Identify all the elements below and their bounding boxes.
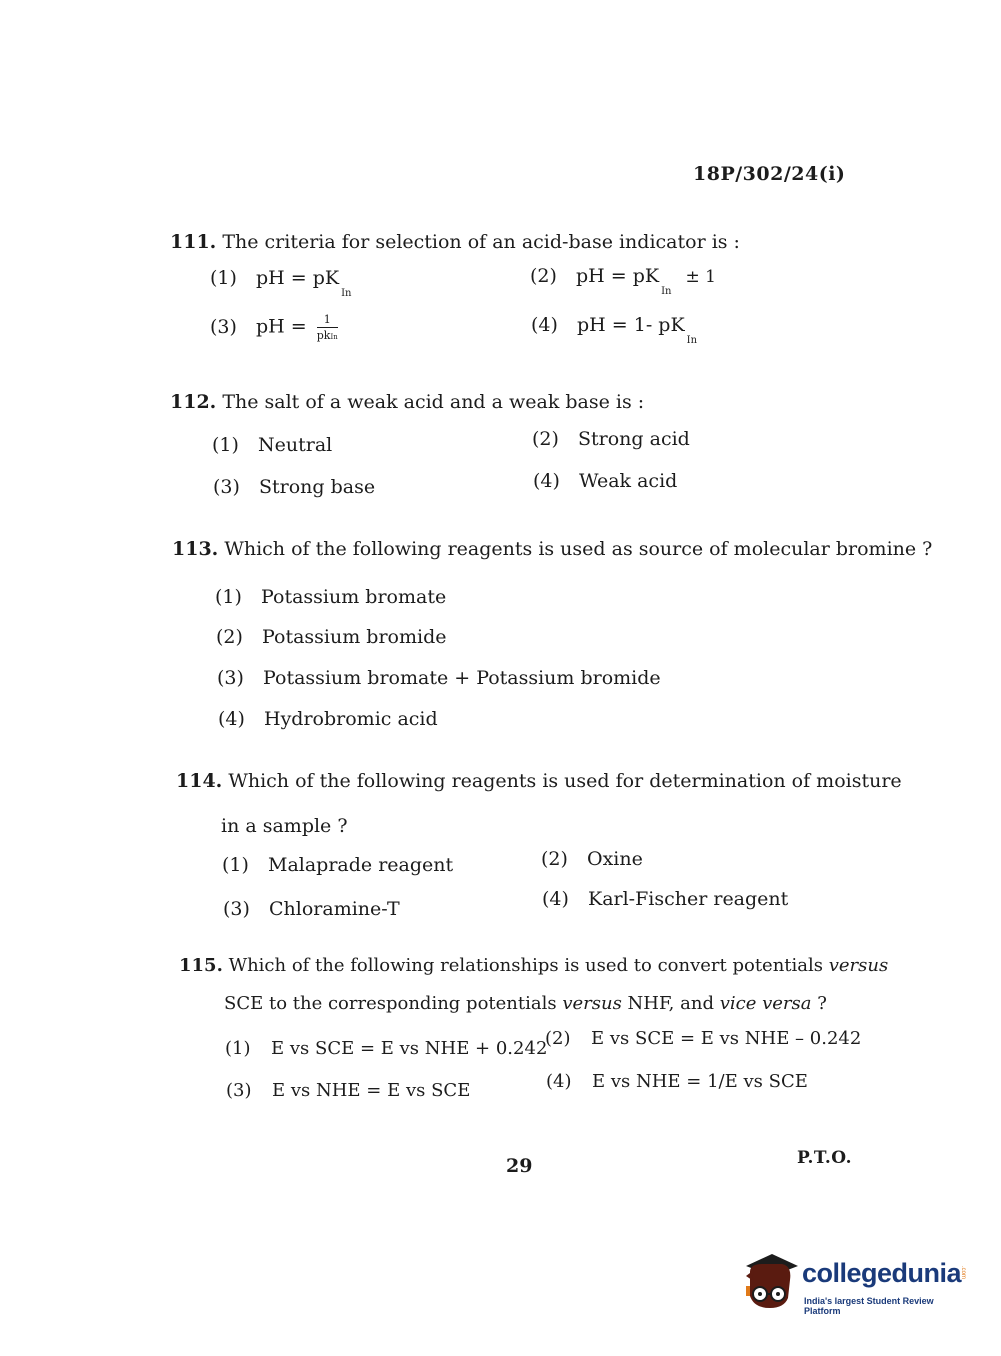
page-number: 29 bbox=[506, 1155, 533, 1177]
option-suffix: ± 1 bbox=[685, 267, 716, 287]
question-text-italic: versus bbox=[562, 993, 622, 1014]
option-number: (1) bbox=[212, 434, 239, 456]
option-number: (4) bbox=[531, 314, 558, 336]
option-text: Karl-Fischer reagent bbox=[588, 888, 789, 910]
question-text: Which of the following reagents is used for determination of moisture bbox=[228, 770, 902, 792]
option-text: Oxine bbox=[587, 848, 643, 870]
subscript: In bbox=[341, 288, 352, 299]
option-number: (3) bbox=[210, 315, 237, 338]
question-114-line2: in a sample ? bbox=[221, 815, 348, 837]
fraction-numerator: 1 bbox=[317, 313, 338, 328]
question-text: The salt of a weak acid and a weak base is : bbox=[222, 391, 645, 413]
option-text: pH = 1- pK bbox=[577, 314, 685, 336]
option-text: E vs SCE = E vs NHE + 0.242 bbox=[271, 1038, 548, 1059]
question-text: Which of the following relationships is used to convert potentials bbox=[228, 955, 829, 976]
question-112 bbox=[170, 391, 644, 413]
option-text: Weak acid bbox=[579, 470, 678, 492]
option-113-3 bbox=[217, 667, 661, 689]
option-number: (3) bbox=[213, 476, 240, 498]
option-text: pH = pK bbox=[576, 265, 660, 287]
brand-tagline: India's largest Student Review Platform bbox=[804, 1296, 934, 1316]
option-text: Strong acid bbox=[578, 428, 690, 450]
brand-suffix: .com bbox=[960, 1266, 966, 1280]
question-text: Which of the following reagents is used as source of molecular bromine ? bbox=[224, 538, 933, 560]
question-text-italic: versus bbox=[828, 955, 889, 976]
option-115-3 bbox=[226, 1080, 470, 1101]
option-number: (1) bbox=[225, 1038, 251, 1059]
option-number: (2) bbox=[530, 265, 557, 287]
question-number: 113. bbox=[172, 538, 219, 560]
option-111-2 bbox=[530, 265, 716, 297]
question-number: 112. bbox=[170, 391, 217, 413]
question-number: 111. bbox=[170, 231, 217, 253]
option-text: Malaprade reagent bbox=[268, 854, 454, 876]
collegedunia-watermark bbox=[740, 1250, 970, 1320]
option-111-3 bbox=[210, 313, 338, 342]
mascot-icon bbox=[740, 1250, 800, 1316]
paper-code: 18P/302/24(i) bbox=[693, 163, 846, 185]
option-number: (4) bbox=[533, 470, 560, 492]
pto-label: P.T.O. bbox=[797, 1148, 852, 1168]
option-113-1 bbox=[215, 586, 446, 608]
question-115-line2 bbox=[224, 993, 827, 1014]
option-number: (4) bbox=[542, 888, 569, 910]
option-text: E vs NHE = E vs SCE bbox=[272, 1080, 471, 1101]
question-111 bbox=[170, 231, 740, 253]
denominator-text: pk bbox=[316, 329, 331, 342]
question-113 bbox=[172, 538, 932, 560]
option-number: (2) bbox=[216, 626, 243, 648]
option-115-2 bbox=[545, 1028, 861, 1049]
option-text: Chloramine-T bbox=[269, 898, 400, 920]
question-number: 114. bbox=[176, 770, 223, 792]
option-number: (3) bbox=[217, 667, 244, 689]
option-111-4 bbox=[531, 314, 698, 346]
fraction bbox=[317, 313, 338, 342]
option-text: E vs SCE = E vs NHE – 0.242 bbox=[591, 1028, 862, 1049]
subscript: In bbox=[661, 286, 672, 297]
option-text: Potassium bromide bbox=[262, 626, 447, 648]
question-114 bbox=[176, 770, 902, 792]
brand-name: collegedunia bbox=[802, 1258, 962, 1288]
option-number: (4) bbox=[546, 1071, 572, 1092]
question-115 bbox=[179, 955, 888, 976]
option-113-4 bbox=[218, 708, 438, 730]
option-112-3 bbox=[213, 476, 375, 498]
option-text: Neutral bbox=[258, 434, 333, 456]
option-number: (2) bbox=[541, 848, 568, 870]
option-112-4 bbox=[533, 470, 677, 492]
option-114-3 bbox=[223, 898, 400, 920]
option-113-2 bbox=[216, 626, 446, 648]
question-text: NHF, and bbox=[621, 993, 720, 1014]
option-112-2 bbox=[532, 428, 690, 450]
option-number: (1) bbox=[215, 586, 242, 608]
denominator-subscript: In bbox=[330, 333, 338, 341]
question-text: The criteria for selection of an acid-base indicator is : bbox=[222, 231, 740, 253]
option-115-1 bbox=[225, 1038, 547, 1059]
option-number: (1) bbox=[222, 854, 249, 876]
option-text: Strong base bbox=[259, 476, 376, 498]
question-text: SCE to the corresponding potentials bbox=[224, 993, 563, 1014]
option-112-1 bbox=[212, 434, 332, 456]
option-text: E vs NHE = 1/E vs SCE bbox=[592, 1071, 808, 1092]
option-111-1 bbox=[210, 267, 352, 299]
option-number: (2) bbox=[532, 428, 559, 450]
option-text: Potassium bromate + Potassium bromide bbox=[263, 667, 661, 689]
fraction-denominator bbox=[317, 328, 338, 342]
option-114-1 bbox=[222, 854, 453, 876]
option-number: (2) bbox=[545, 1028, 571, 1049]
option-text: Potassium bromate bbox=[261, 586, 447, 608]
option-text: pH = bbox=[256, 315, 307, 338]
question-text-italic: vice versa bbox=[719, 993, 812, 1014]
option-text: pH = pK bbox=[256, 267, 340, 289]
option-114-4 bbox=[542, 888, 788, 910]
option-number: (4) bbox=[218, 708, 245, 730]
question-text: ? bbox=[811, 993, 827, 1014]
option-number: (1) bbox=[210, 267, 237, 289]
option-115-4 bbox=[546, 1071, 808, 1092]
option-number: (3) bbox=[223, 898, 250, 920]
option-114-2 bbox=[541, 848, 643, 870]
option-text: Hydrobromic acid bbox=[264, 708, 438, 730]
subscript: In bbox=[686, 335, 698, 346]
option-number: (3) bbox=[226, 1080, 252, 1101]
question-number: 115. bbox=[179, 955, 223, 976]
